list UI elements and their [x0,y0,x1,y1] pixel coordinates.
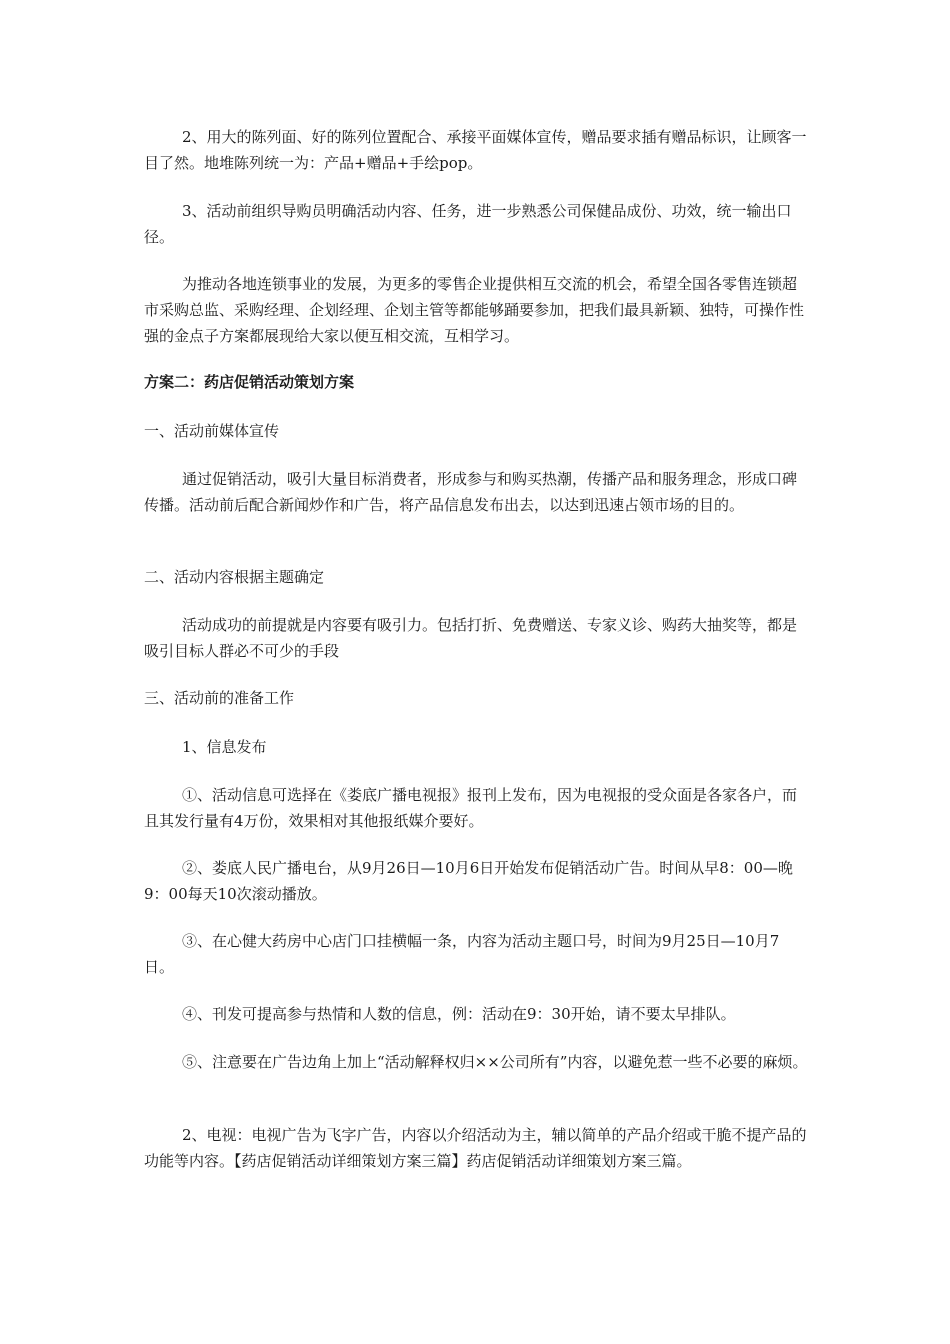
paragraph-banner: ③、在心健大药房中心店门口挂横幅一条，内容为活动主题口号，时间为9月25日—10月7日。 [144,932,780,976]
paragraph-activity-content: 活动成功的前提就是内容要有吸引力。包括打折、免费赠送、专家义诊、购药大抽奖等，都是吸引目标人群必不可少的手段 [144,616,798,660]
paragraph-staff-training: 3、活动前组织导购员明确活动内容、任务，进一步熟悉公司保健品成份、功效，统一输出口径。 [144,202,792,246]
subheading-media-promotion: 一、活动前媒体宣传 [144,422,280,440]
paragraph-participation-info: ④、刊发可提高参与热情和人数的信息，例：活动在9：30开始，请不要太早排队。 [182,1005,736,1023]
paragraph-display-tips: 2、用大的陈列面、好的陈列位置配合、承接平面媒体宣传，赠品要求插有赠品标识，让顾客一目了然。地堆陈列统一为：产品+赠品+手绘pop。 [144,128,807,172]
paragraph-radio: ②、娄底人民广播电台，从9月26日—10月6日开始发布促销活动广告。时间从早8：00—晚9：00每天10次滚动播放。 [144,859,793,903]
paragraph-disclaimer: ⑤、注意要在广告边角上加上“活动解释权归××公司所有”内容，以避免惹一些不必要的麻烦。 [182,1053,808,1071]
paragraph-newspaper: ①、活动信息可选择在《娄底广播电视报》报刊上发布，因为电视报的受众面是各家各户，而且其发行量有4万份，效果相对其他报纸媒介要好。 [144,786,798,830]
paragraph-tv-ads: 2、电视：电视广告为飞字广告，内容以介绍活动为主，辅以简单的产品介绍或干脆不提产品的功能等内容。【药店促销活动详细策划方案三篇】药店促销活动详细策划方案三篇。 [144,1126,807,1170]
subheading-info-release: 1、信息发布 [182,738,267,756]
paragraph-media-promotion: 通过促销活动，吸引大量目标消费者，形成参与和购买热潮，传播产品和服务理念，形成口碑传播。活动前后配合新闻炒作和广告，将产品信息发布出去，以达到迅速占领市场的目的。 [144,470,798,514]
subheading-activity-content: 二、活动内容根据主题确定 [144,568,325,586]
section-heading-plan-two: 方案二：药店促销活动策划方案 [144,373,355,391]
subheading-preparation: 三、活动前的准备工作 [144,689,295,707]
paragraph-invitation: 为推动各地连锁事业的发展，为更多的零售企业提供相互交流的机会，希望全国各零售连锁超市采购总监、采购经理、企划经理、企划主管等都能够踊要参加，把我们最具新颖、独特，可操作性强的金点子方案都展现给大家以便互相交流，互相学习。 [144,275,805,345]
